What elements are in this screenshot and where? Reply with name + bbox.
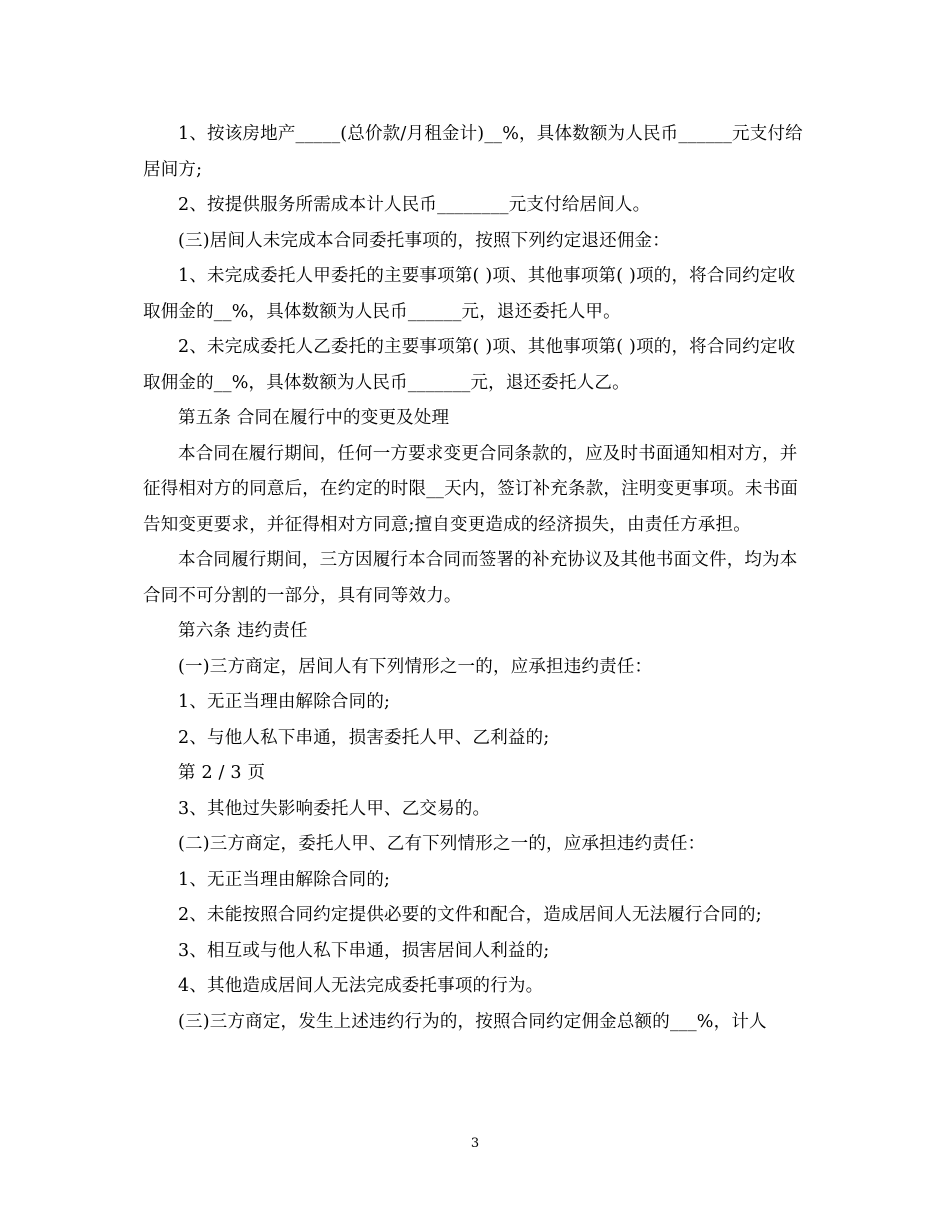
list-item: 3、其他过失影响委托人甲、乙交易的。 — [178, 798, 491, 819]
document-body — [143, 117, 811, 1040]
paragraph-client-liability-heading: (二)三方商定，委托人甲、乙有下列情形之一的，应承担违约责任： — [178, 834, 706, 854]
list-item: 2、未能按照合同约定提供必要的文件和配合，造成居间人无法履行合同的; — [178, 905, 762, 925]
list-item: 3、相互或与他人私下串通，损害居间人利益的; — [178, 940, 550, 961]
page-number: 3 — [470, 1136, 480, 1151]
paragraph-fee-by-price: 1、按该房地产_____(总价款/月租金计)__%，具体数额为人民币______元支付给居间方; — [143, 124, 803, 180]
article-5-heading: 第五条 合同在履行中的变更及处理 — [178, 408, 450, 428]
paragraph-refund-party-b: 2、未完成委托人乙委托的主要事项第( )项、其他事项第( )项的，将合同约定收取佣金的__%，具体数额为人民币_______元，退还委托人乙。 — [143, 337, 796, 393]
paragraph-penalty: (三)三方商定，发生上述违约行为的，按照合同约定佣金总额的___%，计人 — [178, 1011, 767, 1032]
list-item: 4、其他造成居间人无法完成委托事项的行为。 — [178, 976, 544, 996]
article-6-heading: 第六条 违约责任 — [178, 621, 308, 641]
list-item: 1、无正当理由解除合同的; — [178, 692, 391, 712]
paragraph-fee-by-cost: 2、按提供服务所需成本计人民币________元支付给居间人。 — [178, 195, 651, 215]
list-item: 2、与他人私下串通，损害委托人甲、乙利益的; — [178, 727, 550, 748]
paragraph-refund-party-a: 1、未完成委托人甲委托的主要事项第( )项、其他事项第( )项的，将合同约定收取佣金的__%，具体数额为人民币______元，退还委托人甲。 — [143, 266, 796, 322]
paragraph-supplementary-agreements: 本合同履行期间，三方因履行本合同而签署的补充协议及其他书面文件，均为本合同不可分割的一部分，具有同等效力。 — [143, 550, 798, 606]
paragraph-agent-liability-heading: (一)三方商定，居间人有下列情形之一的，应承担违约责任： — [178, 656, 653, 677]
list-item: 1、无正当理由解除合同的; — [178, 869, 391, 890]
inline-page-marker: 第 2 / 3 页 — [178, 763, 266, 783]
paragraph-refund-heading: (三)居间人未完成本合同委托事项的，按照下列约定退还佣金： — [178, 230, 670, 251]
paragraph-contract-changes: 本合同在履行期间，任何一方要求变更合同条款的，应及时书面通知相对方，并征得相对方的同意后，在约定的时限__天内，签订补充条款，注明变更事项。未书面告知变更要求，并征得相对方同意;擅自变更造成的经济损失，由责任方承担。 — [143, 443, 799, 535]
